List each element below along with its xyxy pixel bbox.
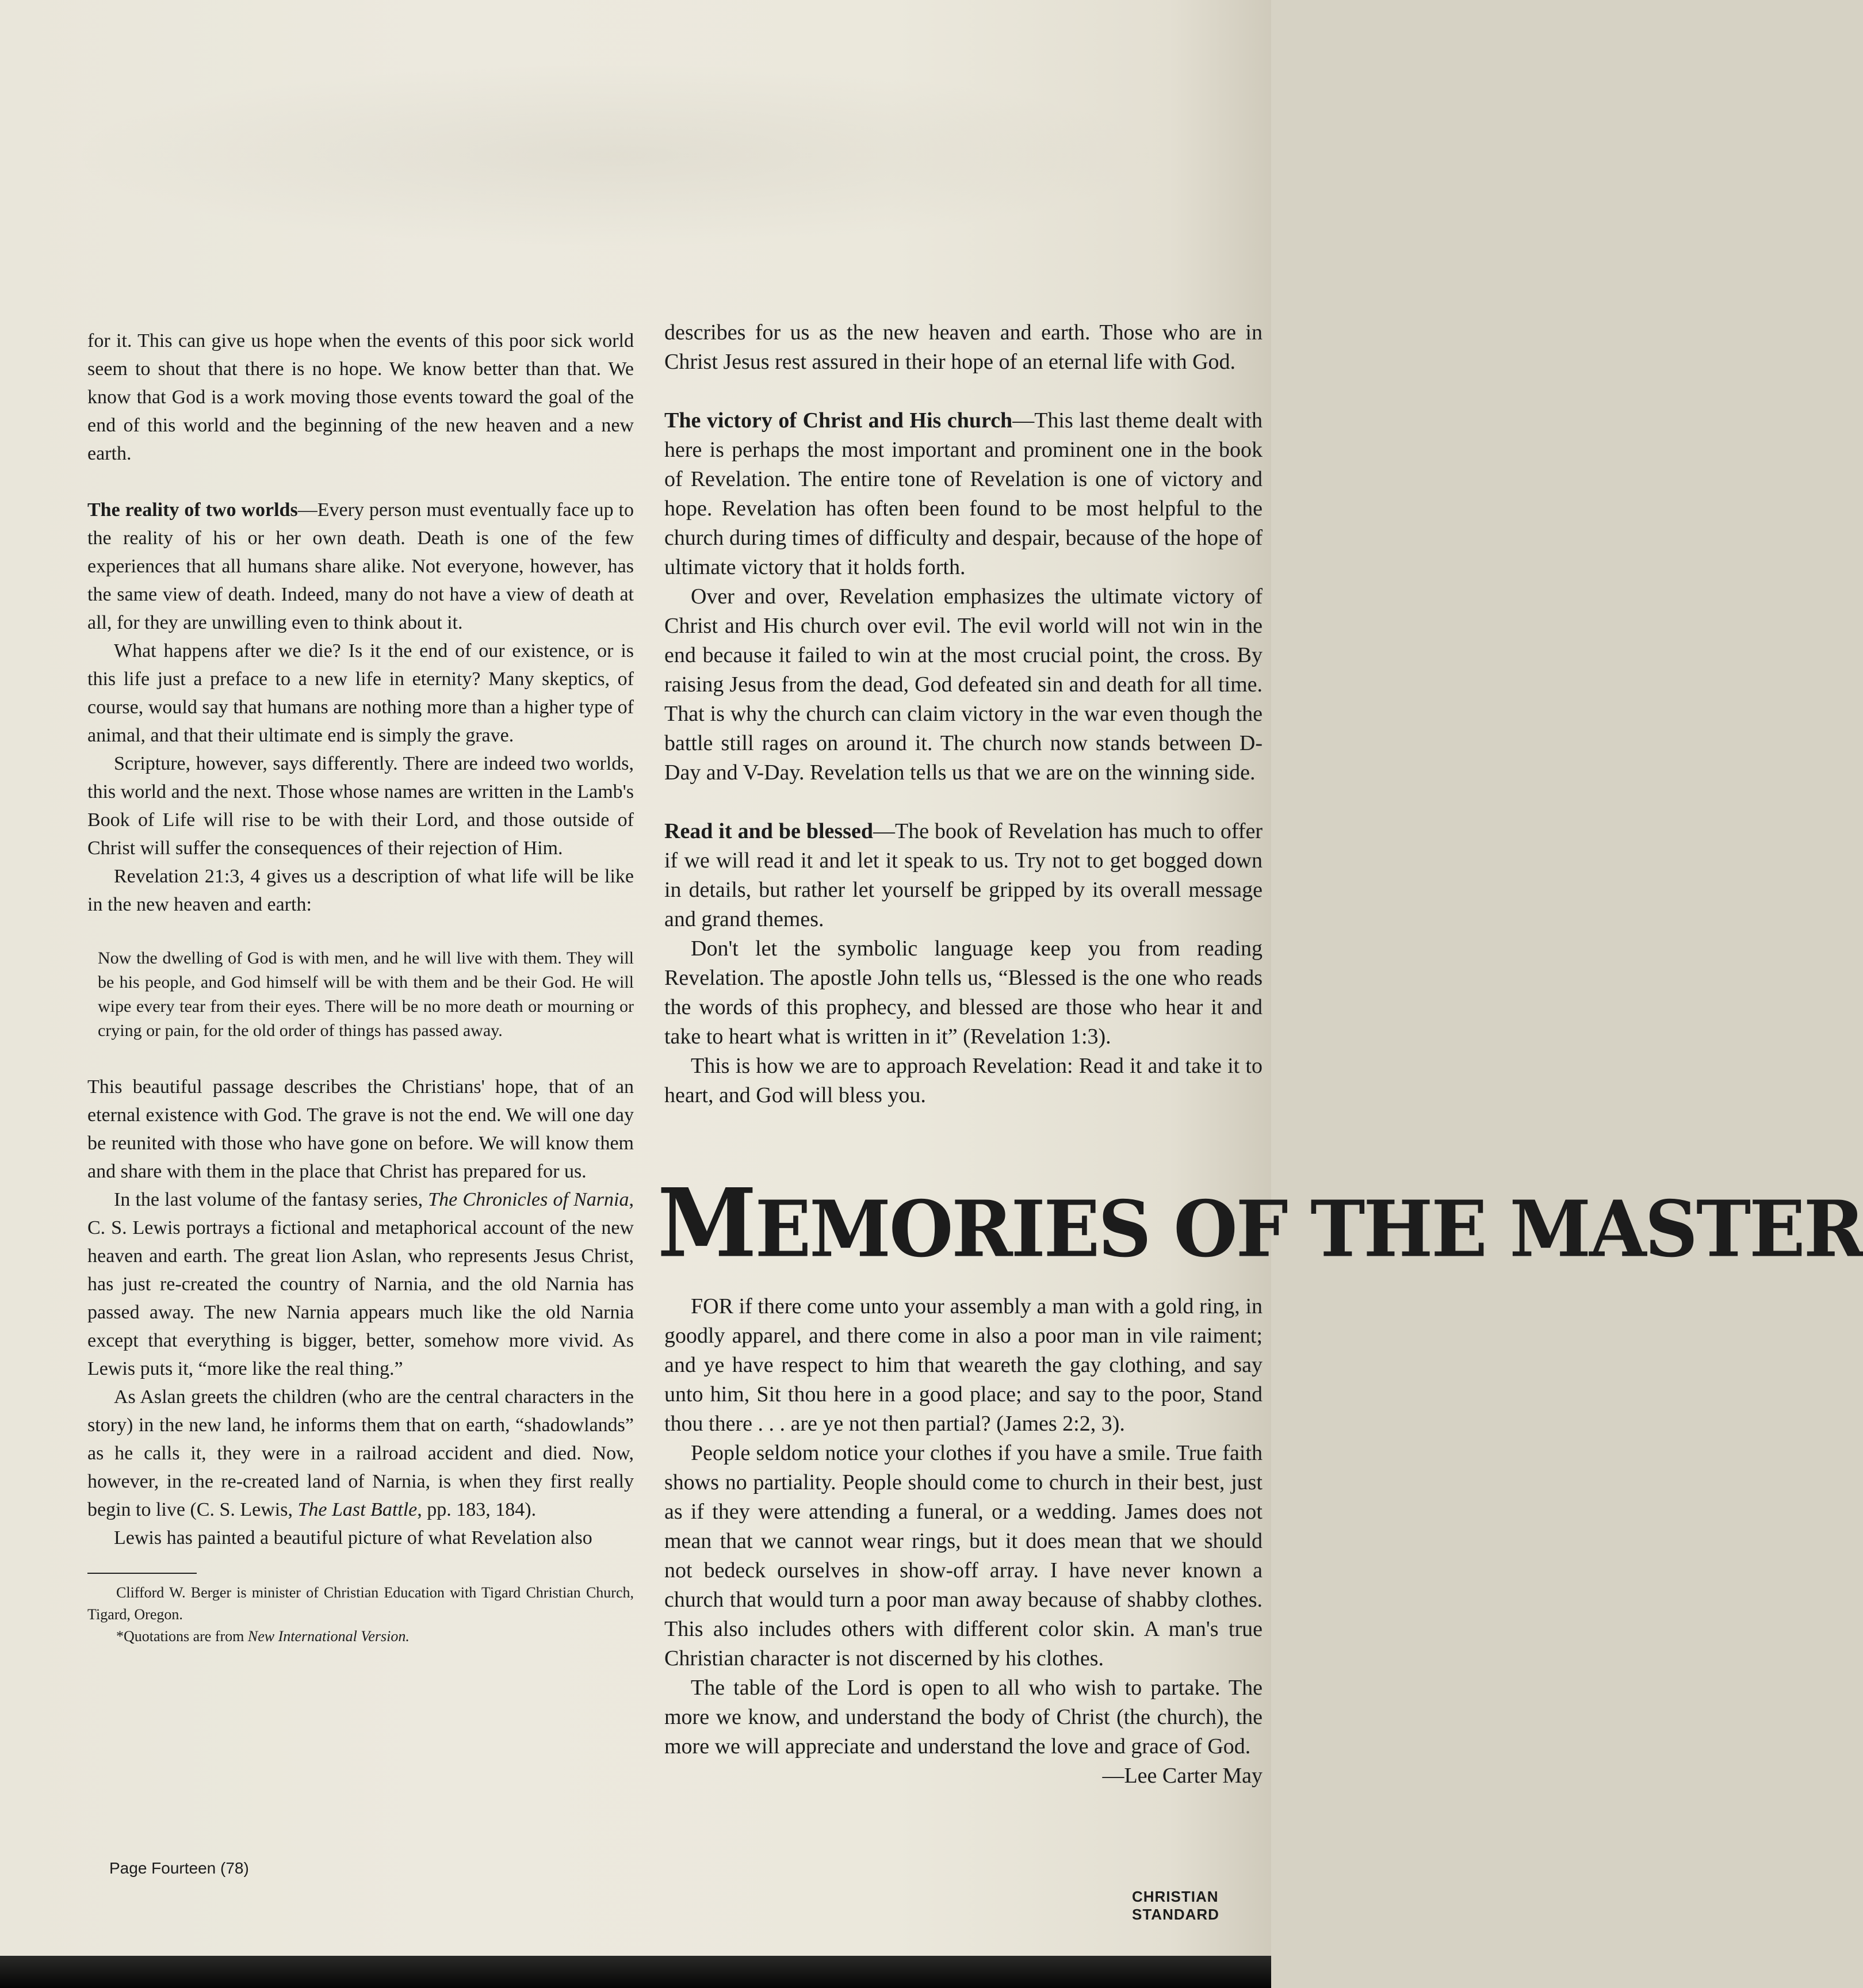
paragraph-beautiful: This beautiful passage describes the Christians' hope, that of an eternal existence with God. The grave is not the end. We will one day be reunited with those who have gone on before. We will know them and share with them in the place that Christ has prepared for us. (87, 1076, 634, 1182)
section-title-memories: MEMORIES OF THE MASTER (657, 1168, 1863, 1279)
book-title-chronicles: The Chronicles of Narnia (428, 1189, 629, 1210)
paragraph-victory: The victory of Christ and His church—This last theme dealt with here is perhaps the most important and prominent one in the book of Revelation. The entire tone of Revelation is one of victory and hope. Revelation has often been found to be most helpful to the church during times of difficulty and despair, because of the hope of ultimate victory that it holds forth. (664, 408, 1263, 579)
footnote-version: *Quotations are from New International Version. (116, 1628, 410, 1645)
heading-victory: The victory of Christ and His church (664, 408, 1013, 433)
paragraph-table: The table of the Lord is open to all who wish to partake. The more we know, and understand the body of Christ (the church), the more we will appreciate and understand the love and grace of God. (664, 1676, 1263, 1758)
author-signature: —Lee Carter May (1102, 1764, 1263, 1788)
paragraph-for: FOR if there come unto your assembly a man with a gold ring, in goodly apparel, and there come in also a poor man in vile raiment; and ye have respect to him that weareth the gay clothing, and say unto him, Sit thou here in a good place; and say to the poor, Stand thou there . . . are ye not then partial? (James 2:2, 3). (664, 1294, 1263, 1436)
paragraph-over: Over and over, Revelation emphasizes the ultimate victory of Christ and His church over evil. The evil world will not win in the end because it failed to win at the most crucial point, the cross. By raising Jesus from the dead, God defeated sin and death for all time. That is why the church can claim victory in the war even though the battle still rages on around it. The church now stands between D-Day and V-Day. Revelation tells us that we are on the winning side. (664, 584, 1263, 785)
paragraph-rev21: Revelation 21:3, 4 gives us a description of what life will be like in the new heaven and earth: (87, 866, 634, 915)
publication-name: CHRISTIAN STANDARD (1132, 1888, 1219, 1923)
right-column (657, 318, 1863, 1791)
heading-read: Read it and be blessed (664, 819, 873, 843)
paragraph-narnia: In the last volume of the fantasy series, The Chronicles of Narnia, C. S. Lewis portrays a fictional and metaphorical account of the new heaven and earth. The great lion Aslan, who represents Jesus Christ, has just re-created the country of Narnia, and the old Narnia has passed away. The new Narnia appears much like the old Narnia except that everything is bigger, better, somehow more vivid. As Lewis puts it, “more like the real thing.” (87, 1189, 634, 1379)
footnote-author: Clifford W. Berger is minister of Christian Education with Tigard Christian Church, Tigard, Oregon. (87, 1584, 634, 1623)
page-number: Page Fourteen (78) (109, 1859, 249, 1877)
heading-reality: The reality of two worlds (87, 499, 298, 521)
left-column (87, 327, 634, 1647)
paragraph-lewis: Lewis has painted a beautiful picture of what Revelation also (114, 1527, 592, 1549)
paragraph-people: People seldom notice your clothes if you have a smile. True faith shows no partiality. People should come to church in their best, just as if they were attending a funeral, or a wedding. James does not mean that we cannot wear rings, but it does mean that we should not bedeck ourselves in show-off array. I have never known a church that would turn a poor man away because of shabby clothes. This also includes others with different color skin. A man's true Christian character is not discerned by his clothes. (664, 1441, 1263, 1670)
show-through-heading (69, 63, 1162, 247)
paragraph-scripture: Scripture, however, says differently. There are indeed two worlds, this world and the next. Those whose names are written in the Lamb's Book of Life will rise to be with their Lord, and those outside of Christ will suffer the consequences of their rejection of Him. (87, 753, 634, 859)
paragraph-this: This is how we are to approach Revelation: Read it and take it to heart, and God will bless you. (664, 1054, 1263, 1107)
paragraph-after: What happens after we die? Is it the end of our existence, or is this life just a preface to a new life in eternity? Many skeptics, of course, would say that humans are nothing more than a higher type of animal, and that their ultimate end is simply the grave. (87, 640, 634, 746)
scan-edge (0, 1956, 1271, 1988)
book-title-last-battle: The Last Battle (297, 1499, 418, 1520)
signature-line (664, 1761, 1263, 1791)
block-quote: Now the dwelling of God is with men, and he will live with them. They will be his people, and God himself will be with them and be their God. He will wipe every tear from their eyes. There will be no more death or mourning or crying or pain, for the old order of things has passed away. (98, 949, 634, 1040)
footnote-rule (87, 1573, 197, 1574)
paragraph-aslan: As Aslan greets the children (who are the central characters in the story) in the new land, he informs them that on earth, “shadowlands” as he calls it, they were in a railroad accident and died. Now, however, in the re-created land of Narnia, is when they first really begin to live (C. S. Lewis, The Last Battle, pp. 183, 184). (87, 1386, 634, 1520)
paragraph-read: Read it and be blessed—The book of Revelation has much to offer if we will read it and let it speak to us. Try not to get bogged down in details, but rather let yourself be gripped by its overall message and grand themes. (664, 819, 1263, 931)
paragraph-describes: describes for us as the new heaven and earth. Those who are in Christ Jesus rest assured in their hope of an eternal life with God. (664, 320, 1263, 374)
paragraph-reality: The reality of two worlds—Every person must eventually face up to the reality of his or her own death. Death is one of the few experiences that all humans share alike. Not everyone, however, has the same view of death. Indeed, many do not have a view of death at all, for they are unwilling even to think about it. (87, 499, 634, 633)
paragraph-intro: for it. This can give us hope when the events of this poor sick world seem to shout that there is no hope. We know better than that. We know that God is a work moving those events toward the goal of the end of this world and the beginning of the new heaven and a new earth. (87, 330, 634, 464)
paragraph-dont: Don't let the symbolic language keep you from reading Revelation. The apostle John tells us, “Blessed is the one who reads the words of this prophecy, and blessed are those who hear it and take to heart what is written in it” (Revelation 1:3). (664, 936, 1263, 1049)
